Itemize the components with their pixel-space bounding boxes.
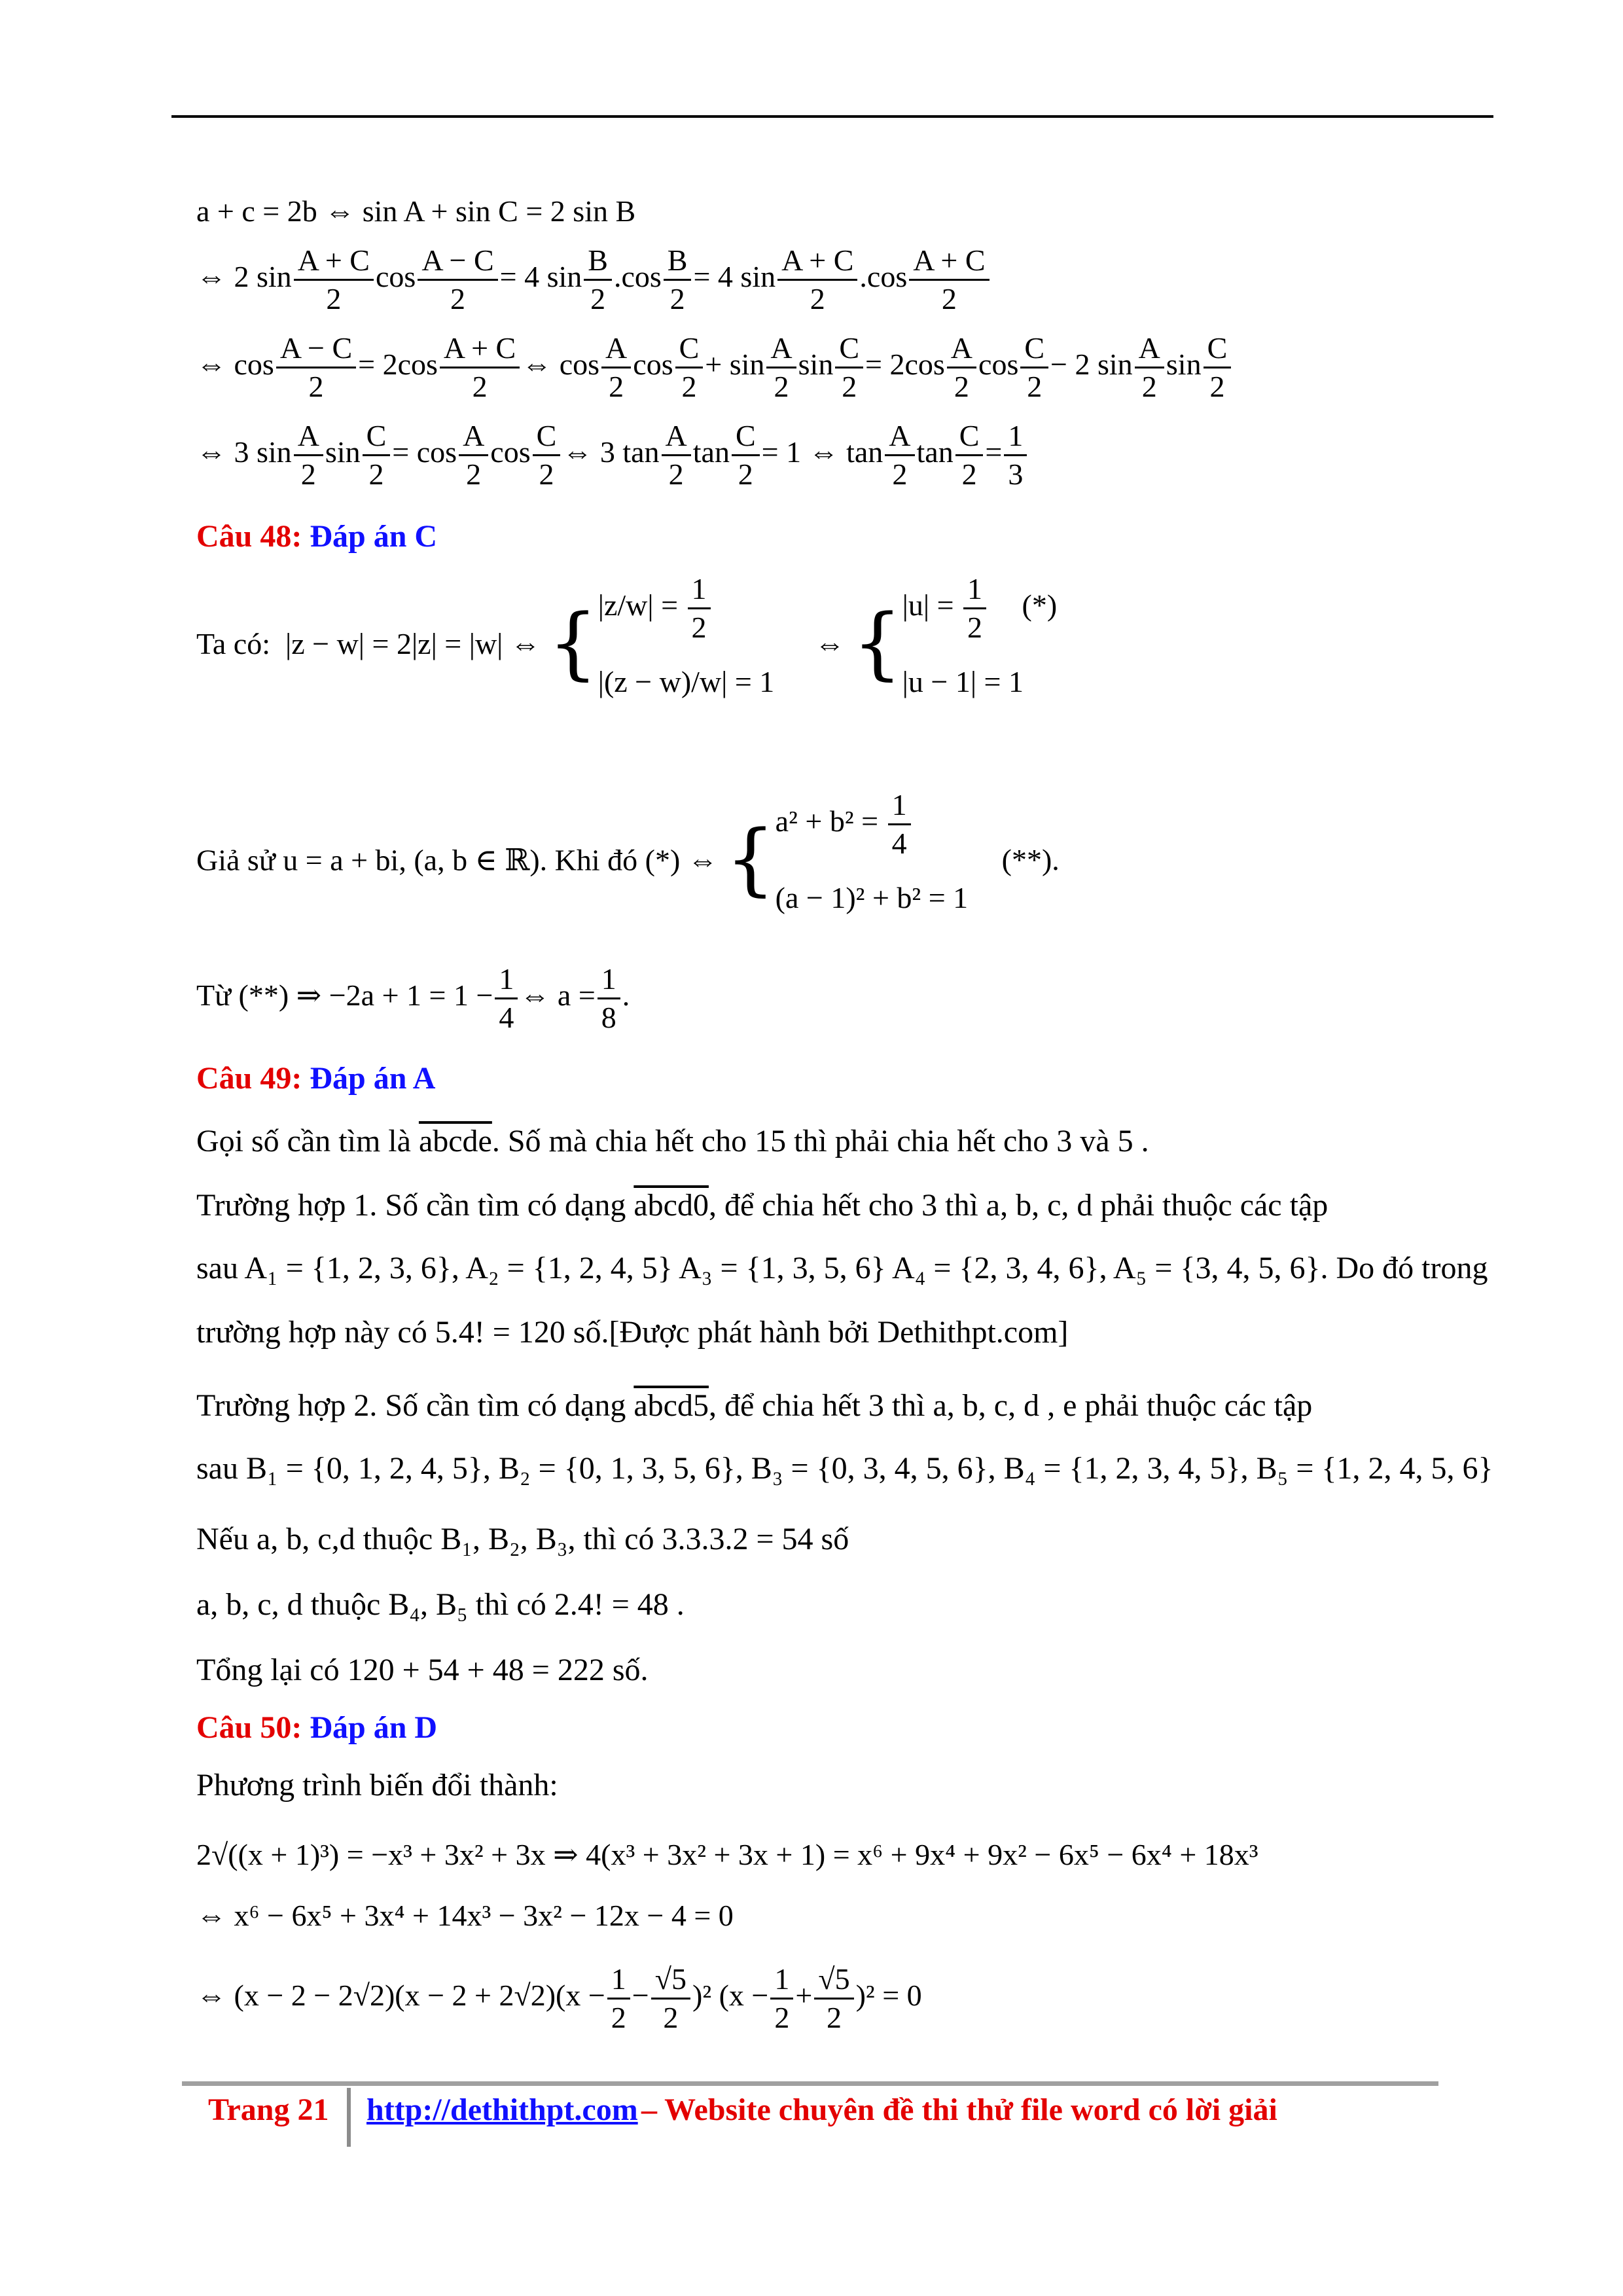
- q49-line-5: Trường hợp 2. Số cần tìm có dạng abcd5, để chia hết 3 thì a, b, c, d , e phải thuộc các tập: [196, 1388, 1313, 1423]
- derivation-line-1: a + c = 2b ⇔ sin A + sin C = 2 sin B: [196, 194, 636, 228]
- q49-line-1: Gọi số cần tìm là abcde. Số mà chia hết cho 15 thì phải chia hết cho 3 và 5 .: [196, 1124, 1149, 1158]
- q50-equation-1: 2√((x + 1)³) = −x³ + 3x² + 3x ⇒ 4(x³ + 3x² + 3x + 1) = x⁶ + 9x⁴ + 9x² − 6x⁵ − 6x⁴ + 18x³: [196, 1838, 1258, 1871]
- q49-line-8: a, b, c, d thuộc B₄, B₅ thì có 2.4! = 48 .: [196, 1587, 685, 1622]
- q48-result: Từ (**) ⇒ −2a + 1 = 1 − $\frac{1}{4}$ ⇔ a = $\frac{1}{8}$ .: [196, 961, 630, 1036]
- question-48-heading: Câu 48: Đáp án C: [196, 519, 438, 554]
- header-rule: [171, 115, 1493, 118]
- q48-system: Ta có: |z − w| = 2|z| = |w| ⇔ { |z/w| = $\frac{1}{2}$ |(z − w)/w| = 1 ⇔ { |u| = $\frac{1}{2}$ (*) |u − 1| = 1: [196, 569, 1057, 718]
- q50-equation-3: ⇔ (x − 2 − 2√2)(x − 2 + 2√2)(x − $\frac{1}{2}$ − $\frac{√5}{2}$ )² (x − $\frac{1}{2}$ + $\frac{√5}{2}$ )² = 0: [196, 1961, 922, 2036]
- q48-substitution: Giả sử u = a + bi, (a, b ∈ ℝ). Khi đó (*) ⇔ { a² + b² = $\frac{1}{4}$ (a − 1)² + b² = 1 (**).: [196, 785, 1060, 934]
- question-49-heading: Câu 49: Đáp án A: [196, 1061, 436, 1096]
- footer-website-link[interactable]: http://dethithpt.com: [366, 2092, 638, 2127]
- q50-line-1: Phương trình biến đổi thành:: [196, 1768, 558, 1803]
- derivation-line-2: ⇔ 2 sin $\frac{A + C}{2}$ cos $\frac{A - C}{2}$ = 4 sin $\frac{B}{2}$ .cos $\frac{B}{2}$ = 4 sin $\frac{A + C}{2}$ .cos $\frac{A + C}{2}$: [196, 242, 991, 317]
- q49-line-4: trường hợp này có 5.4! = 120 số.[Được phát hành bởi Dethithpt.com]: [196, 1315, 1069, 1350]
- q48-system-2: |u| = $\frac{1}{2}$ (*) |u − 1| = 1: [902, 571, 1058, 698]
- q49-line-3: sau A₁ = {1, 2, 3, 6}, A₂ = {1, 2, 4, 5} A₃ = {1, 3, 5, 6} A₄ = {2, 3, 4, 6}, A₅ = {3, 4, 5, 6}. Do đó trong: [196, 1251, 1488, 1285]
- derivation-line-4: ⇔ 3 sin $\frac{A}{2}$ sin $\frac{C}{2}$ = cos $\frac{A}{2}$ cos $\frac{C}{2}$ ⇔ 3 tan $\frac{A}{2}$ tan $\frac{C}{2}$ = 1 ⇔ tan $\frac{A}{2}$ tan $\frac{C}{2}$ = $\frac{1}{3}$: [196, 418, 1029, 493]
- footer-tagline: – Website chuyên đề thi thử file word có lời giải: [641, 2092, 1277, 2127]
- q49-line-7: Nếu a, b, c,d thuộc B₁, B₂, B₃, thì có 3.3.3.2 = 54 số: [196, 1522, 849, 1556]
- question-50-heading: Câu 50: Đáp án D: [196, 1710, 438, 1745]
- footer-separator: [347, 2088, 351, 2147]
- q49-line-2: Trường hợp 1. Số cần tìm có dạng abcd0, để chia hết cho 3 thì a, b, c, d phải thuộc các tập: [196, 1188, 1329, 1223]
- q50-equation-2: ⇔ x⁶ − 6x⁵ + 3x⁴ + 14x³ − 3x² − 12x − 4 = 0: [196, 1899, 734, 1932]
- q48-system-3: a² + b² = $\frac{1}{4}$ (a − 1)² + b² = 1: [775, 787, 969, 914]
- footer-page-number: Trang 21: [208, 2092, 329, 2127]
- derivation-line-3: ⇔ cos $\frac{A - C}{2}$ = 2cos $\frac{A + C}{2}$ ⇔ cos $\frac{A}{2}$ cos $\frac{C}{2}$ + sin $\frac{A}{2}$ sin $\frac{C}{2}$ = 2cos $\frac{A}{2}$ cos $\frac{C}{2}$ − 2 sin $\frac{A}{2}$ sin $\frac{C}{2}$: [196, 330, 1233, 405]
- q49-line-6: sau B₁ = {0, 1, 2, 4, 5}, B₂ = {0, 1, 3, 5, 6}, B₃ = {0, 3, 4, 5, 6}, B₄ = {1, 2, 3, 4, 5}, B₅ = {1, 2, 4, 5, 6}: [196, 1451, 1493, 1486]
- q48-system-1: |z/w| = $\frac{1}{2}$ |(z − w)/w| = 1: [597, 571, 775, 698]
- footer-rule: [182, 2081, 1438, 2086]
- q49-line-9: Tổng lại có 120 + 54 + 48 = 222 số.: [196, 1653, 649, 1687]
